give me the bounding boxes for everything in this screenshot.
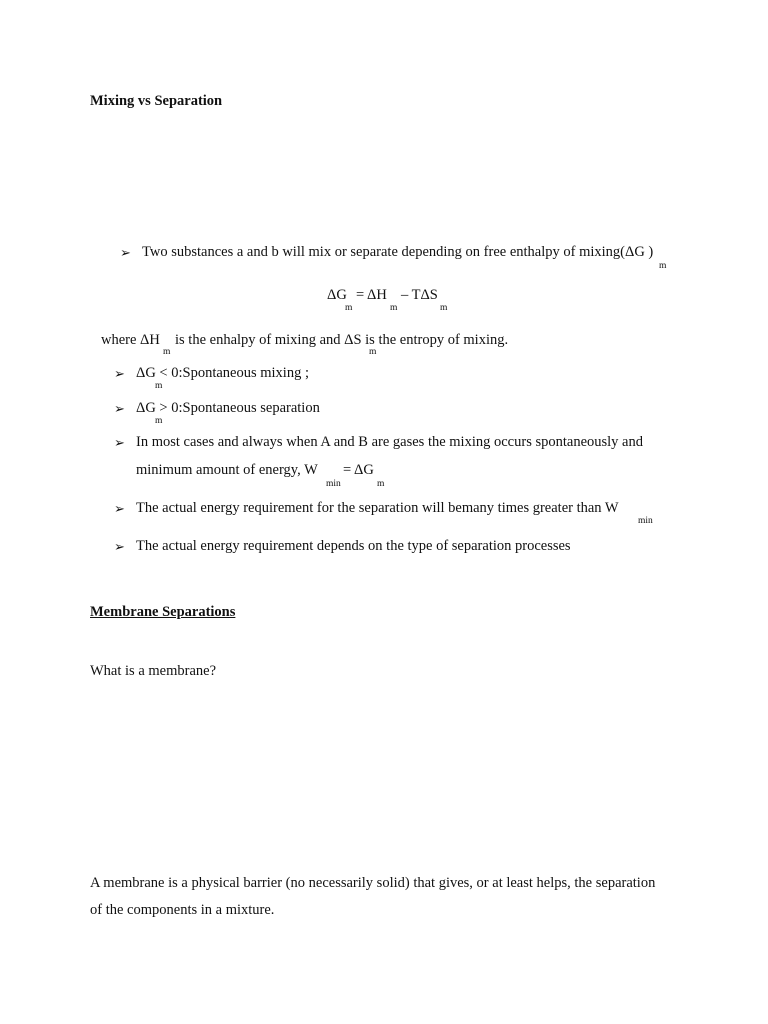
subscript-m: m [659,261,667,271]
bullet-actual-energy: The actual energy requirement for the separation will bemany times greater than W [136,500,619,516]
subscript-m: m [440,303,448,313]
bullet-spontaneous-mixing: ΔG < 0:Spontaneous mixing ; [136,365,309,381]
equation-term-dh: = ΔH [356,287,387,303]
subscript-m: m [377,479,385,489]
equation-term-dg: ΔG [327,287,347,303]
where-text-start: where ΔH [101,332,160,348]
subscript-m: m [163,347,171,357]
subscript-m: m [390,303,398,313]
bullet-spontaneous-separation: ΔG > 0:Spontaneous separation [136,400,320,416]
bullet-gases-line2-end: = ΔG [343,462,374,478]
section-heading-membrane: Membrane Separations [90,604,236,620]
subscript-m: m [155,416,163,426]
section-heading-mixing: Mixing vs Separation [90,93,223,109]
bullet-free-enthalpy: Two substances a and b will mix or separate depending on free enthalpy of mixing(ΔG ) [142,244,654,260]
bullet-energy-depends: The actual energy requirement depends on the type of separation processes [136,538,571,554]
where-text-end: is the enhalpy of mixing and ΔS is the entropy of mixing. [175,332,509,348]
membrane-definition-line1: A membrane is a physical barrier (no necessarily solid) that gives, or at least helps, the separation [90,875,656,891]
subscript-min: min [638,516,653,526]
bullet-arrow-icon: ➢ [114,366,125,381]
bullet-gases-line2-start: minimum amount of energy, W [136,462,318,478]
equation-term-tds: – TΔS [401,287,438,303]
subscript-m: m [369,347,377,357]
bullet-gases-line1: In most cases and always when A and B are gases the mixing occurs spontaneously and [136,434,643,450]
bullet-arrow-icon: ➢ [114,435,125,450]
bullet-arrow-icon: ➢ [114,401,125,416]
subscript-m: m [155,381,163,391]
bullet-arrow-icon: ➢ [120,245,131,260]
bullet-arrow-icon: ➢ [114,539,125,554]
membrane-question: What is a membrane? [90,663,217,679]
subscript-min: min [326,479,341,489]
membrane-definition-line2: of the components in a mixture. [90,902,275,918]
bullet-arrow-icon: ➢ [114,501,125,516]
subscript-m: m [345,303,353,313]
